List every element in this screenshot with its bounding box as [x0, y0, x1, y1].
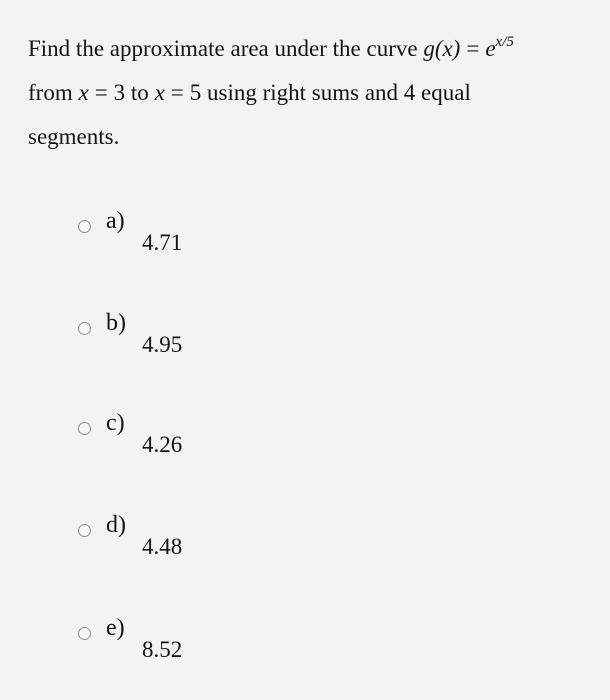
radio-button-e[interactable]: [78, 627, 91, 640]
radio-button-c[interactable]: [78, 422, 91, 435]
option-e-value: 8.52: [142, 637, 183, 662]
option-d-value: 4.48: [142, 534, 183, 559]
option-a[interactable]: [78, 208, 378, 282]
function-name: g(x): [423, 36, 461, 61]
radio-button-d[interactable]: [78, 524, 91, 537]
option-d-label: d): [106, 512, 126, 538]
variable-x-end: x: [154, 80, 165, 105]
option-a-label: a): [106, 208, 125, 234]
method-text: using right sums and 4 equal: [207, 80, 471, 105]
end-value: 5: [189, 80, 202, 105]
option-d[interactable]: [78, 512, 378, 586]
option-c-value: 4.26: [142, 432, 183, 457]
option-c[interactable]: [78, 410, 378, 484]
from-word: from: [28, 80, 73, 105]
to-word: to: [130, 80, 149, 105]
question-text: [28, 20, 603, 159]
function-base: e: [485, 36, 496, 61]
question-intro: Find the approximate area under the curve: [28, 36, 418, 61]
equals-sign-3: =: [170, 80, 184, 105]
start-value: 3: [113, 80, 126, 105]
function-exponent: x/5: [495, 34, 514, 50]
equals-sign-2: =: [94, 80, 108, 105]
question-line-3: segments.: [28, 124, 120, 149]
question-line-2: [28, 71, 603, 115]
option-c-label: c): [106, 410, 125, 436]
radio-button-a[interactable]: [78, 220, 91, 233]
radio-button-b[interactable]: [78, 322, 91, 335]
option-b-label: b): [106, 310, 126, 336]
variable-x-start: x: [78, 80, 89, 105]
option-e-label: e): [106, 615, 125, 641]
option-b-value: 4.95: [142, 332, 183, 357]
question-line-1: [28, 20, 603, 71]
option-a-value: 4.71: [142, 230, 183, 255]
option-e[interactable]: [78, 615, 378, 689]
equals-sign-1: =: [466, 36, 480, 61]
option-b[interactable]: [78, 310, 378, 384]
